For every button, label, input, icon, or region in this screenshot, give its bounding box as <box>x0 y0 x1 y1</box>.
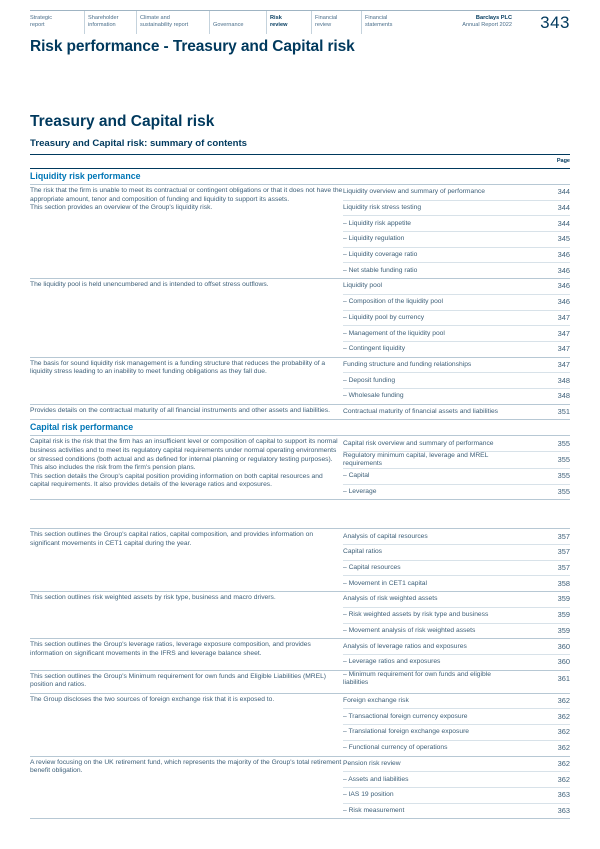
contents-entry[interactable] <box>343 326 570 342</box>
contents-row <box>30 405 570 421</box>
entry-page-number: 355 <box>557 438 570 448</box>
entry-label: – Leverage ratios and exposures <box>343 658 441 666</box>
entry-page-number: 360 <box>557 641 570 651</box>
entry-page-number: 347 <box>557 328 570 338</box>
contents-row <box>30 279 570 357</box>
entry-label: Liquidity overview and summary of performance <box>343 188 485 196</box>
contents-entry[interactable] <box>343 311 570 327</box>
entry-label: – Capital <box>343 472 370 480</box>
row-description <box>30 639 343 669</box>
row-entries <box>343 405 570 420</box>
entry-page-number: 357 <box>557 547 570 557</box>
contents-entry[interactable] <box>343 389 570 404</box>
nav-item[interactable]: Financial review <box>315 15 338 28</box>
description-paragraph: The liquidity pool is held unencumbered and is intended to offset stress outflows. <box>30 281 269 289</box>
entry-label: Regulatory minimum capital, leverage and MREL requirements <box>343 452 489 467</box>
contents-entry[interactable] <box>343 608 570 624</box>
nav-item[interactable]: Governance <box>213 22 244 28</box>
contents-row <box>30 529 570 592</box>
row-description <box>30 358 343 404</box>
contents-entry[interactable] <box>343 469 570 485</box>
nav-item[interactable]: Risk review <box>270 15 288 28</box>
entry-label: Analysis of leverage ratios and exposures <box>343 642 467 650</box>
entry-page-number: 346 <box>557 250 570 260</box>
entry-page-number: 355 <box>557 487 570 497</box>
contents-row <box>30 358 570 405</box>
entry-page-number: 344 <box>557 187 570 197</box>
entry-label: – Net stable funding ratio <box>343 266 418 274</box>
nav-separator <box>136 11 137 34</box>
entry-label: Liquidity pool <box>343 282 383 290</box>
contents-entry[interactable] <box>343 545 570 561</box>
row-entries <box>343 185 570 278</box>
contents-entry[interactable] <box>343 804 570 819</box>
page-header-label: Page <box>556 158 570 164</box>
entry-page-number: 362 <box>557 711 570 721</box>
contents-entry[interactable] <box>343 342 570 357</box>
entry-label: – Capital resources <box>343 564 401 572</box>
contents-entry[interactable] <box>343 772 570 788</box>
description-paragraph: This section outlines risk weighted assets by risk type, business and macro drivers. <box>30 594 276 602</box>
entry-label: Capital risk overview and summary of performance <box>343 439 494 447</box>
nav-item[interactable]: Strategic report <box>30 15 53 28</box>
entry-page-number: 357 <box>557 563 570 573</box>
row-entries <box>343 694 570 756</box>
nav-item[interactable]: Financial statements <box>365 15 393 28</box>
description-paragraph: Provides details on the contractual maturity of all financial instruments and other assets and liabilities. <box>30 406 330 414</box>
contents-entry[interactable] <box>343 201 570 217</box>
entry-label: – Movement in CET1 capital <box>343 579 428 587</box>
entry-page-number: 347 <box>557 359 570 369</box>
entry-label: – Translational foreign exchange exposure <box>343 728 470 736</box>
entry-page-number: 361 <box>557 673 570 683</box>
row-entries <box>343 671 570 693</box>
row-entries <box>343 358 570 404</box>
row-spacer <box>30 500 570 529</box>
row-entries <box>343 279 570 356</box>
row-entries <box>343 436 570 499</box>
nav-separator <box>209 11 210 34</box>
contents-entry[interactable] <box>343 757 570 773</box>
group-title: Liquidity risk performance <box>30 169 570 185</box>
contents-entry[interactable] <box>343 295 570 311</box>
contents-entry[interactable] <box>343 216 570 232</box>
contents-entry[interactable] <box>343 405 570 420</box>
contents-entry[interactable] <box>343 358 570 374</box>
contents-entry[interactable] <box>343 561 570 577</box>
contents-entry[interactable] <box>343 248 570 264</box>
contents-row <box>30 757 570 820</box>
nav-separator <box>361 11 362 34</box>
entry-label: – Liquidity risk appetite <box>343 219 412 227</box>
entry-page-number: 355 <box>557 455 570 464</box>
entry-page-number: 359 <box>557 625 570 635</box>
report-name: Annual Report 2022 <box>462 22 512 28</box>
entry-label: – Minimum requirement for own funds and eligible liabilities <box>343 670 491 686</box>
entry-label: – Liquidity pool by currency <box>343 313 425 321</box>
contents-row <box>30 694 570 757</box>
nav-separator <box>311 11 312 34</box>
entry-page-number: 346 <box>557 281 570 291</box>
nav-item[interactable]: Climate and sustainability report <box>140 15 189 28</box>
entry-label: – Management of the liquidity pool <box>343 329 445 337</box>
entry-page-number: 347 <box>557 344 570 354</box>
entry-page-number: 358 <box>557 578 570 588</box>
description-paragraph: The Group discloses the two sources of foreign exchange risk that it is exposed to. <box>30 695 275 703</box>
contents-entry[interactable] <box>343 373 570 389</box>
description-paragraph: A review focusing on the UK retirement fund, which represents the majority of the Group's total retirement benefit obligation. <box>30 758 342 775</box>
entry-page-number: 347 <box>557 312 570 322</box>
entry-page-number: 360 <box>557 657 570 667</box>
entry-label: – Leverage <box>343 488 377 496</box>
row-description <box>30 757 343 819</box>
entry-page-number: 362 <box>557 758 570 768</box>
contents-entry[interactable] <box>343 485 570 500</box>
entry-page-number: 362 <box>557 696 570 706</box>
entry-label: Foreign exchange risk <box>343 697 409 705</box>
entry-page-number: 359 <box>557 594 570 604</box>
row-entries <box>343 529 570 591</box>
entry-page-number: 355 <box>557 471 570 481</box>
section-title: Treasury and Capital risk <box>30 113 215 130</box>
contents-row <box>30 592 570 639</box>
entry-label: – Liquidity regulation <box>343 235 405 243</box>
group-title: Capital risk performance <box>30 420 570 436</box>
page-number: 343 <box>540 13 570 32</box>
entry-page-number: 345 <box>557 234 570 244</box>
entry-label: Funding structure and funding relationships <box>343 360 472 368</box>
contents-entry[interactable] <box>343 624 570 639</box>
page-column-header <box>30 154 570 169</box>
page-title: Risk performance - Treasury and Capital risk <box>30 38 355 55</box>
description-paragraph: Capital risk is the risk that the firm has an insufficient level or composition of capital to support its normal business activities and to meet its regulatory capital requirements under normal operating environments or stressed conditions (both actual and as defined for internal planning or regulatory testing purposes). This also includes the risk from the firm's pension plans. <box>30 438 338 472</box>
description-paragraph: The risk that the firm is unable to meet its contractual or contingent obligations or that it does not have the appropriate amount, tenor and composition of funding and liquidity to support its assets. <box>30 187 343 203</box>
entry-label: – Transactional foreign currency exposure <box>343 712 468 720</box>
contents-entry[interactable] <box>343 592 570 608</box>
entry-page-number: 357 <box>557 531 570 541</box>
entry-page-number: 348 <box>557 375 570 385</box>
entry-label: – Risk weighted assets by risk type and business <box>343 611 489 619</box>
entry-label: Pension risk review <box>343 759 401 767</box>
contents-entry[interactable] <box>343 694 570 710</box>
entry-label: – Deposit funding <box>343 376 396 384</box>
row-description <box>30 671 343 693</box>
contents-entry[interactable] <box>343 452 570 469</box>
entry-page-number: 362 <box>557 774 570 784</box>
entry-label: – Wholesale funding <box>343 392 404 400</box>
description-paragraph: This section provides an overview of the Group's liquidity risk. <box>30 204 213 212</box>
contents-entry[interactable] <box>343 741 570 756</box>
row-entries <box>343 592 570 638</box>
row-description <box>30 279 343 356</box>
entry-label: – IAS 19 position <box>343 791 394 799</box>
entry-label: – Functional currency of operations <box>343 744 448 752</box>
entry-label: – Assets and liabilities <box>343 775 409 783</box>
contents-entry[interactable] <box>343 279 570 295</box>
entry-page-number: 344 <box>557 218 570 228</box>
entry-page-number: 348 <box>557 391 570 401</box>
entry-label: – Risk measurement <box>343 806 405 814</box>
row-description <box>30 529 343 591</box>
contents-entry[interactable] <box>343 655 570 670</box>
contents-entry[interactable] <box>343 709 570 725</box>
entry-label: Capital ratios <box>343 548 383 556</box>
row-description <box>30 694 343 756</box>
entry-label: Contractual maturity of financial assets and liabilities <box>343 407 499 415</box>
top-navigation <box>30 10 570 41</box>
entry-page-number: 363 <box>557 805 570 815</box>
entry-label: Analysis of risk weighted assets <box>343 595 438 603</box>
contents-row <box>30 671 570 694</box>
entry-label: – Liquidity coverage ratio <box>343 251 418 259</box>
brand-name: Barclays PLC <box>475 15 512 21</box>
nav-separator <box>266 11 267 34</box>
entry-label: Analysis of capital resources <box>343 532 428 540</box>
nav-separator <box>84 11 85 34</box>
row-description <box>30 185 343 278</box>
entry-page-number: 351 <box>557 406 570 416</box>
contents-row <box>30 639 570 670</box>
description-paragraph: This section details the Group's capital position providing information on both capital resources and capital requirements. It also provides details of the leverage ratios and exposures. <box>30 472 323 489</box>
contents-entry[interactable] <box>343 232 570 248</box>
entry-label: Liquidity risk stress testing <box>343 204 422 212</box>
row-description <box>30 592 343 638</box>
contents-subtitle: Treasury and Capital risk: summary of contents <box>30 138 247 149</box>
description-paragraph: This section outlines the Group's leverage ratios, leverage exposure composition, and provides information on significant movements in the IFRS and leverage balance sheet. <box>30 641 311 657</box>
row-entries <box>343 639 570 669</box>
contents-entry[interactable] <box>343 788 570 804</box>
contents-entry[interactable] <box>343 576 570 591</box>
contents-entry[interactable] <box>343 639 570 655</box>
contents-table <box>30 154 570 819</box>
entry-page-number: 362 <box>557 727 570 737</box>
contents-row <box>30 185 570 279</box>
contents-entry[interactable] <box>343 529 570 545</box>
contents-entry[interactable] <box>343 263 570 278</box>
brand-block <box>462 15 512 29</box>
entry-page-number: 362 <box>557 743 570 753</box>
entry-label: – Contingent liquidity <box>343 345 406 353</box>
entry-page-number: 346 <box>557 297 570 307</box>
row-description <box>30 405 343 420</box>
description-paragraph: This section outlines the Group's capital ratios, capital composition, and provides information on significant movements in CET1 capital during the year. <box>30 531 314 547</box>
nav-item[interactable]: Shareholder information <box>88 15 119 28</box>
entry-label: – Composition of the liquidity pool <box>343 298 443 306</box>
entry-page-number: 363 <box>557 790 570 800</box>
row-entries <box>343 757 570 819</box>
entry-label: – Movement analysis of risk weighted assets <box>343 626 476 634</box>
entry-page-number: 344 <box>557 203 570 213</box>
description-paragraph: This section outlines the Group's Minimum requirement for own funds and Eligible Liabilities (MREL) position and ratios. <box>30 672 327 689</box>
entry-page-number: 346 <box>557 265 570 275</box>
contents-entry[interactable] <box>343 671 570 687</box>
contents-entry[interactable] <box>343 436 570 452</box>
description-paragraph: The basis for sound liquidity risk management is a funding structure that reduces the probability of a liquidity stress leading to an inability to meet funding obligations as they fall due. <box>30 359 326 376</box>
entry-page-number: 359 <box>557 610 570 620</box>
contents-entry[interactable] <box>343 185 570 201</box>
contents-row <box>30 436 570 500</box>
row-description <box>30 436 343 499</box>
contents-entry[interactable] <box>343 725 570 741</box>
